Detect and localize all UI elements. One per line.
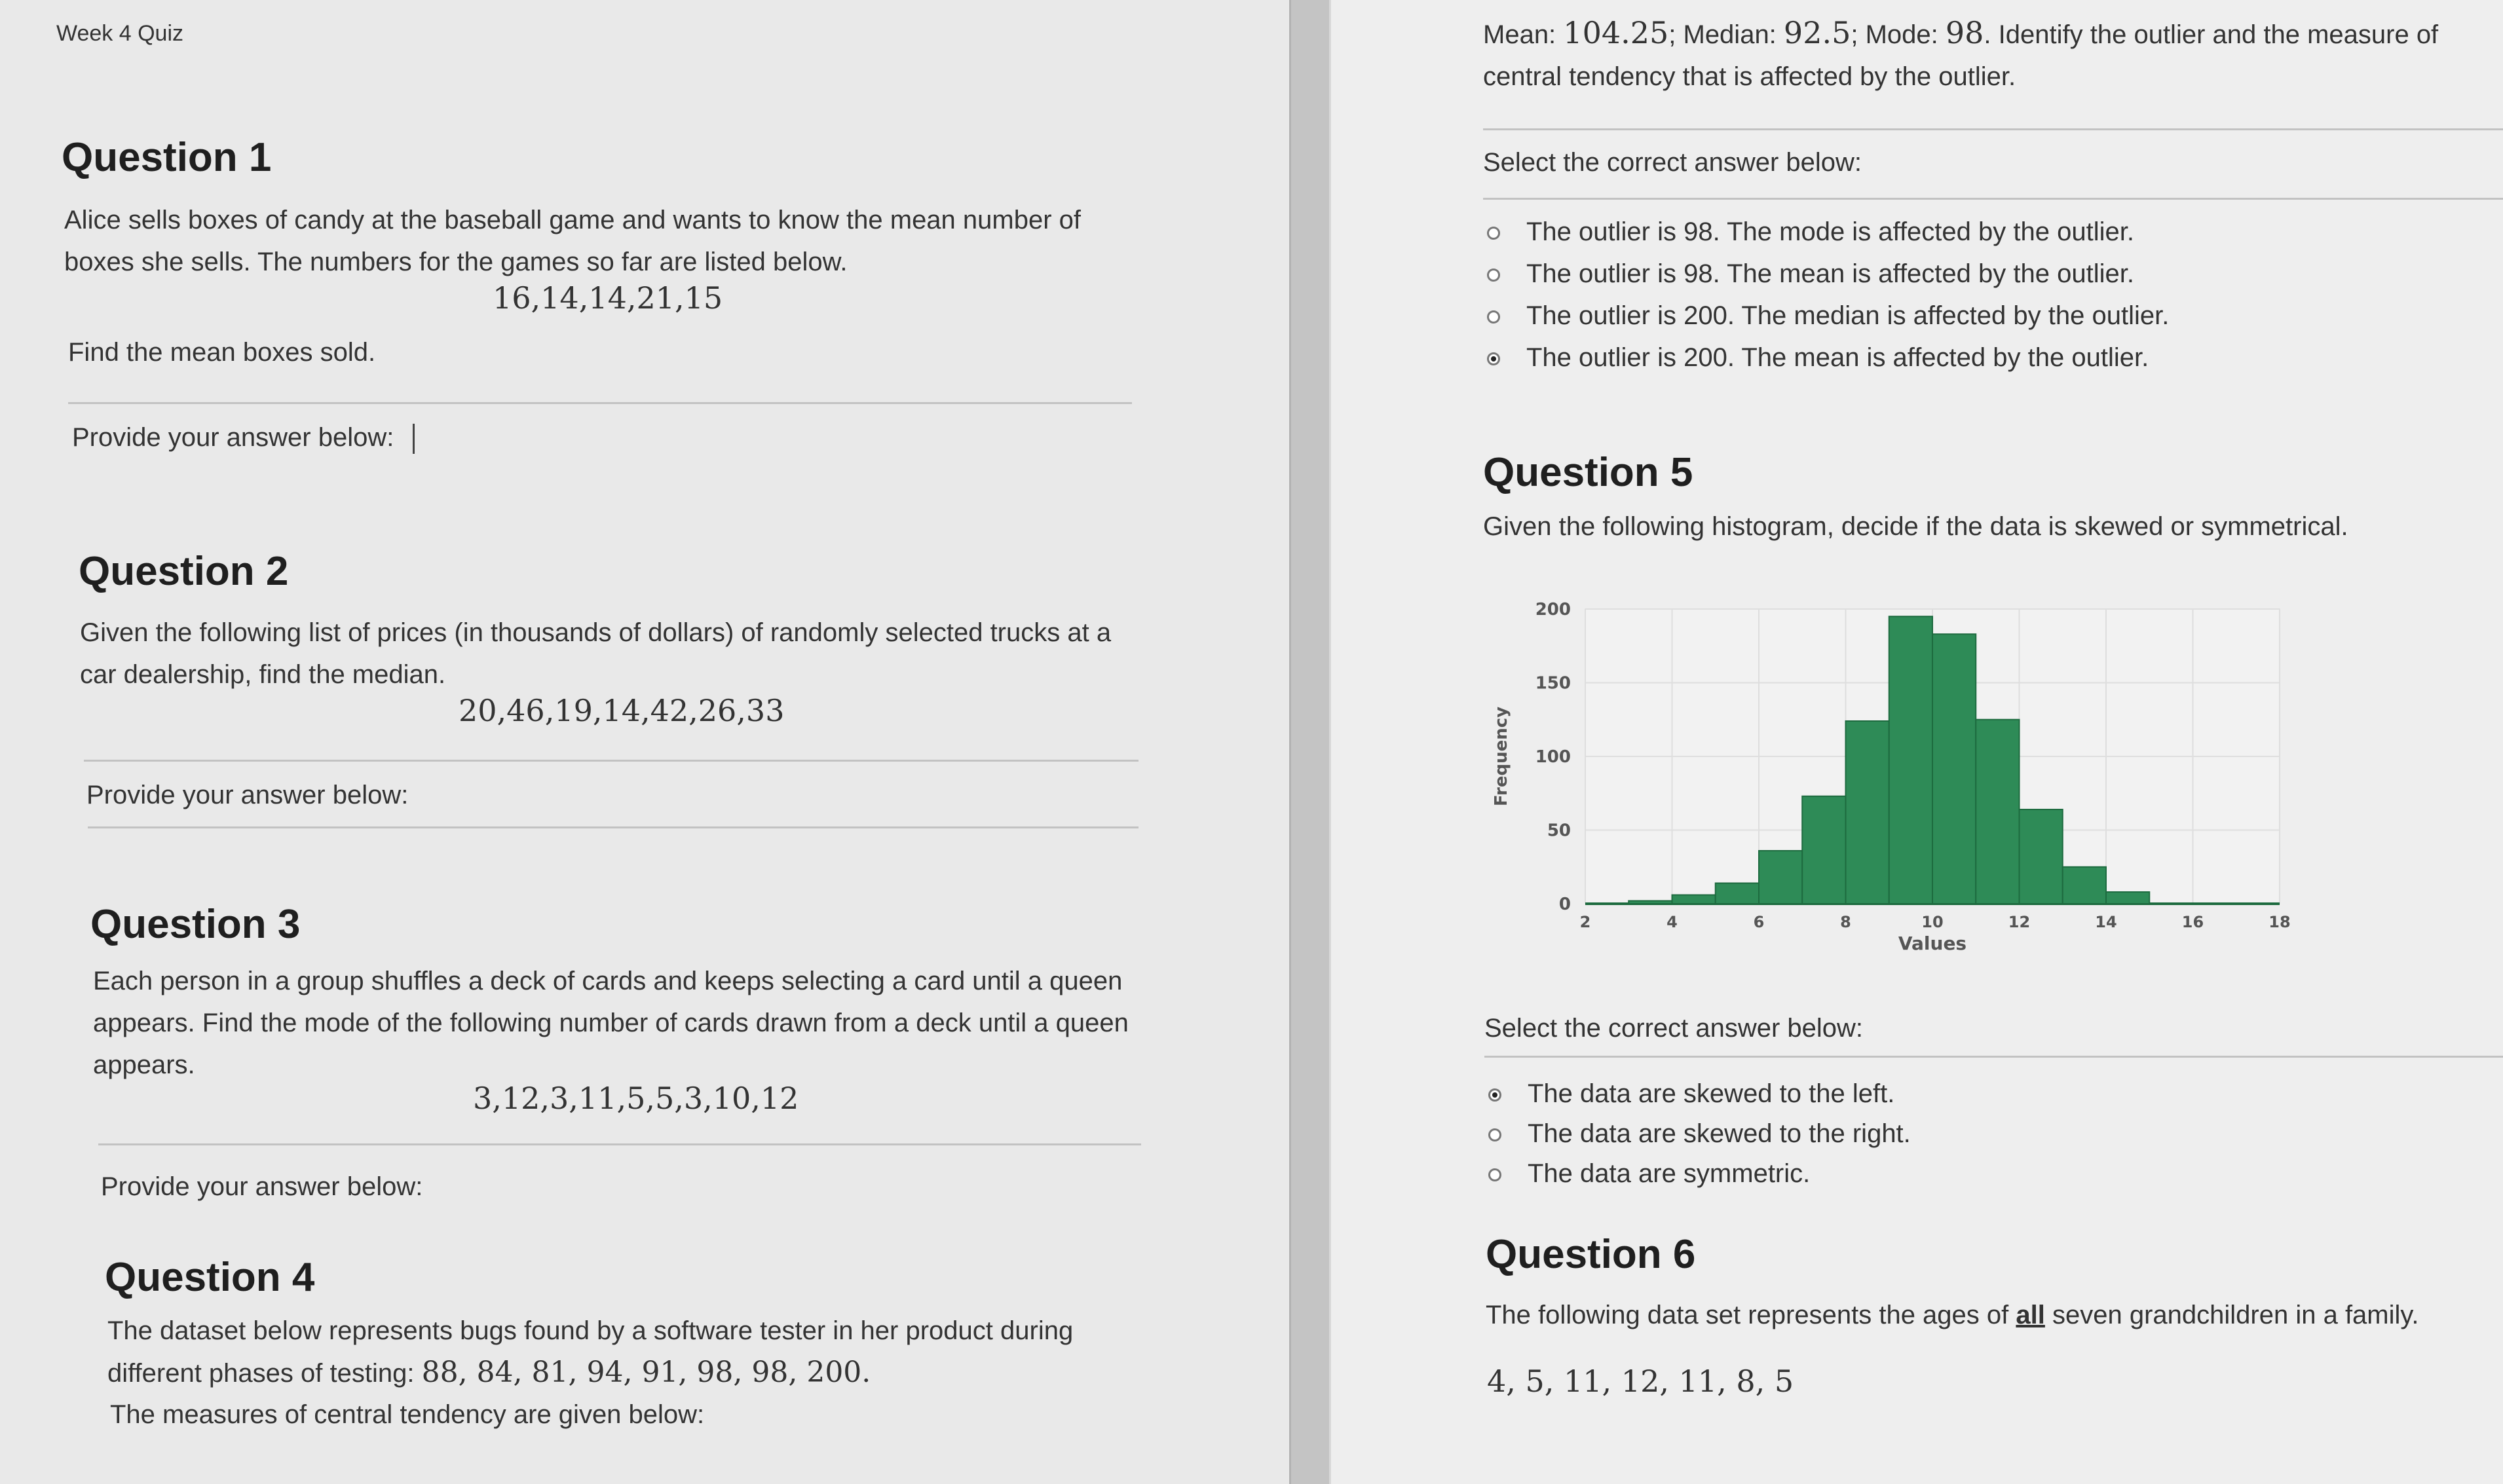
histogram-bar <box>1672 895 1716 904</box>
question-5-select-label: Select the correct answer below: <box>1484 1014 1864 1043</box>
y-tick-label: 150 <box>1535 673 1571 694</box>
question-3-heading: Question 3 <box>90 902 301 947</box>
histogram-bar <box>1976 720 2019 904</box>
y-tick-label: 200 <box>1535 600 1571 620</box>
question-1-dataset: 16,14,14,21,15 <box>493 280 723 316</box>
quiz-title: Week 4 Quiz <box>56 21 184 46</box>
question-3-dataset: 3,12,3,11,5,5,3,10,12 <box>473 1081 799 1116</box>
median-label: ; Median: <box>1668 20 1777 49</box>
question-1-answer-field[interactable] <box>72 423 415 454</box>
x-tick-label: 18 <box>2268 913 2291 931</box>
y-tick-label: 100 <box>1535 747 1571 767</box>
question-2-text: Given the following list of prices (in thousands of dollars) of randomly selected trucks at a car dealership, find the median. <box>80 618 1112 689</box>
histogram-bar <box>1759 851 1802 904</box>
question-2-divider <box>84 760 1139 762</box>
question-4-option-1[interactable]: The outlier is 98. The mode is affected by the outlier. <box>1526 217 2134 246</box>
question-4-dataset: 88, 84, 81, 94, 91, 98, 98, 200. <box>421 1356 871 1389</box>
question-1-text: Alice sells boxes of candy at the baseball game and wants to know the mean number of boxes she sells. The numbers for the games so far are listed below. <box>64 206 1082 276</box>
mode-label: ; Mode: <box>1851 20 1938 49</box>
x-tick-label: 4 <box>1666 913 1678 931</box>
x-tick-label: 6 <box>1753 913 1765 931</box>
question-4-radio-1[interactable] <box>1487 227 1500 240</box>
question-5-heading: Question 5 <box>1483 450 1693 495</box>
x-tick-label: 14 <box>2095 913 2117 931</box>
text-cursor <box>413 424 415 454</box>
question-4-option-3[interactable]: The outlier is 200. The median is affected by the outlier. <box>1526 301 2170 330</box>
question-4-stats <box>1483 12 2479 98</box>
median-value: 92.5 <box>1783 15 1851 50</box>
question-1-divider <box>68 402 1132 404</box>
question-2-answer-label: Provide your answer below: <box>86 781 409 809</box>
question-4-text <box>107 1310 1103 1394</box>
question-4-option-2[interactable]: The outlier is 98. The mean is affected by the outlier. <box>1526 259 2134 288</box>
mean-value: 104.25 <box>1563 15 1669 50</box>
question-2-heading: Question 2 <box>79 549 289 594</box>
question-4-stats-prompt: . Identify the outlier and the measure of central tendency that is affected by the outlier. <box>1483 20 2439 91</box>
question-5-option-3[interactable]: The data are symmetric. <box>1528 1159 1811 1188</box>
question-6-heading: Question 6 <box>1486 1232 1696 1277</box>
question-5-radio-3[interactable] <box>1488 1168 1501 1181</box>
question-5-option-1[interactable]: The data are skewed to the left. <box>1528 1079 1895 1108</box>
question-6-emphasis: all <box>2016 1301 2045 1329</box>
x-tick-label: 10 <box>1921 913 1944 931</box>
histogram-bar <box>1889 616 1932 904</box>
histogram-bar <box>1932 634 1976 904</box>
x-axis-label: Values <box>1898 933 1967 954</box>
question-4-text-suffix: The measures of central tendency are given below: <box>110 1400 705 1429</box>
question-1-heading: Question 1 <box>62 135 272 180</box>
question-5-radio-2[interactable] <box>1488 1128 1501 1141</box>
histogram-bar <box>2106 892 2149 904</box>
histogram-bar <box>1846 721 1889 904</box>
question-4-option-4[interactable]: The outlier is 200. The mean is affected by the outlier. <box>1526 343 2149 372</box>
question-5-radio-1[interactable] <box>1488 1088 1501 1102</box>
question-5-divider <box>1484 1056 2503 1058</box>
histogram-bar <box>1802 796 1845 904</box>
histogram-chart <box>1480 583 2306 963</box>
question-1-answer-label: Provide your answer below: <box>72 423 394 452</box>
question-5-text: Given the following histogram, decide if the data is skewed or symmetrical. <box>1483 512 2348 541</box>
question-5-option-2[interactable]: The data are skewed to the right. <box>1528 1119 1911 1148</box>
mean-label: Mean: <box>1483 20 1556 49</box>
question-6-text-suffix: seven grandchildren in a family. <box>2044 1301 2419 1329</box>
question-3-text: Each person in a group shuffles a deck of cards and keeps selecting a card until a queen appears. Find the mode of the following number of cards drawn from a deck until a queen appears. <box>93 967 1129 1079</box>
question-6-text <box>1486 1294 2419 1336</box>
question-3-divider <box>98 1143 1141 1145</box>
question-4-divider <box>1483 128 2503 130</box>
histogram-bar <box>1628 901 1672 904</box>
question-3-answer-label: Provide your answer below: <box>101 1172 423 1201</box>
y-tick-label: 50 <box>1547 821 1571 841</box>
question-4-text-prefix: The dataset below represents bugs found by a software tester in her product during different phases of testing: <box>107 1316 1074 1388</box>
right-panel <box>1331 0 2503 1484</box>
mode-value: 98 <box>1945 15 1984 50</box>
question-2-answer-field[interactable] <box>86 781 408 810</box>
x-tick-label: 2 <box>1579 913 1591 931</box>
question-4-options-divider <box>1483 198 2503 200</box>
x-tick-label: 16 <box>2181 913 2204 931</box>
question-2-dataset: 20,46,19,14,42,26,33 <box>459 693 785 728</box>
histogram-bar <box>2063 867 2106 904</box>
question-3-answer-field[interactable] <box>101 1172 423 1202</box>
question-2-answer-underline <box>88 826 1139 828</box>
question-6-text-prefix: The following data set represents the ages of <box>1486 1301 2009 1329</box>
y-tick-label: 0 <box>1558 895 1571 914</box>
question-4-radio-2[interactable] <box>1487 269 1500 282</box>
histogram-bar <box>2020 809 2063 904</box>
x-tick-label: 8 <box>1840 913 1851 931</box>
x-tick-label: 12 <box>2008 913 2031 931</box>
panel-divider <box>1289 0 1331 1484</box>
question-6-dataset: 4, 5, 11, 12, 11, 8, 5 <box>1487 1363 1794 1399</box>
question-1-prompt: Find the mean boxes sold. <box>68 338 376 367</box>
question-4-radio-4[interactable] <box>1487 352 1500 365</box>
question-4-heading: Question 4 <box>105 1255 315 1300</box>
question-4-radio-3[interactable] <box>1487 310 1500 324</box>
y-axis-label: Frequency <box>1492 706 1511 807</box>
question-4-select-label: Select the correct answer below: <box>1483 148 1862 177</box>
histogram-bar <box>1716 883 1759 904</box>
